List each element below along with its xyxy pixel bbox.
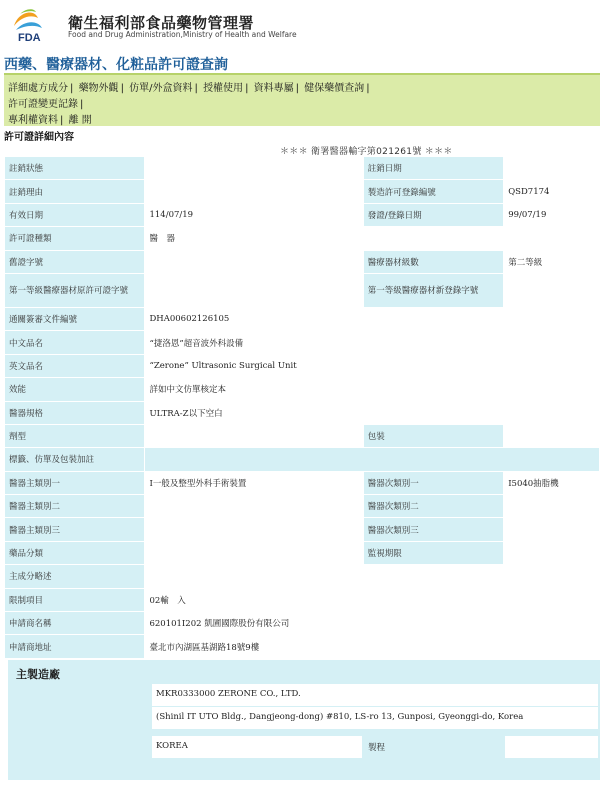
agency-name-zh: 衛生福利部食品藥物管理署 bbox=[68, 14, 255, 32]
field-label: 藥品分類 bbox=[5, 542, 144, 564]
field-label: 英文品名 bbox=[5, 355, 144, 377]
detail-row bbox=[5, 308, 599, 330]
agency-name-en: Food and Drug Administration,Ministry of Health and Welfare bbox=[68, 30, 297, 39]
field-label: 第一等級醫療器材原許可證字號 bbox=[5, 274, 144, 307]
manufacturer-country-row bbox=[8, 736, 600, 758]
detail-row bbox=[5, 589, 599, 611]
field-value bbox=[145, 448, 599, 470]
field-value bbox=[145, 495, 362, 517]
detail-row bbox=[5, 495, 599, 517]
manufacturer-country: KOREA bbox=[152, 736, 362, 758]
detail-row bbox=[5, 425, 599, 447]
detail-row bbox=[5, 378, 599, 400]
field-label: 主成分略述 bbox=[5, 565, 144, 587]
field-label: 中文品名 bbox=[5, 331, 144, 353]
field-label: 醫器次類別三 bbox=[364, 518, 503, 540]
field-value bbox=[145, 180, 362, 202]
field-label: 醫器次類別一 bbox=[364, 472, 503, 494]
detail-row bbox=[5, 565, 599, 587]
process-value bbox=[505, 736, 598, 758]
manufacturer-panel bbox=[8, 660, 600, 780]
detail-row bbox=[5, 204, 599, 226]
detail-row bbox=[5, 542, 599, 564]
field-label: 效能 bbox=[5, 378, 144, 400]
detail-row bbox=[5, 274, 599, 307]
field-value bbox=[145, 274, 362, 307]
field-value: QSD7174 bbox=[504, 180, 599, 202]
field-label: 標籤、仿單及包裝加註 bbox=[5, 448, 144, 470]
field-value bbox=[145, 157, 362, 179]
field-label: 製造許可登錄編號 bbox=[364, 180, 503, 202]
field-value: “捷洛恩”超音波外科設備 bbox=[145, 331, 599, 353]
field-value bbox=[504, 157, 599, 179]
field-value: 114/07/19 bbox=[145, 204, 362, 226]
field-label: 有效日期 bbox=[5, 204, 144, 226]
field-label: 監視期限 bbox=[364, 542, 503, 564]
field-label: 劑型 bbox=[5, 425, 144, 447]
detail-row bbox=[5, 157, 599, 179]
section-title: 許可證詳細內容 bbox=[4, 132, 74, 143]
nav-ingredients[interactable]: 詳細處方成分 bbox=[8, 83, 68, 94]
field-label: 醫器規格 bbox=[5, 402, 144, 424]
field-label: 醫器次類別二 bbox=[364, 495, 503, 517]
field-value bbox=[145, 425, 362, 447]
field-label: 通關簽審文件編號 bbox=[5, 308, 144, 330]
detail-row bbox=[5, 331, 599, 353]
detail-row bbox=[5, 612, 599, 634]
field-label: 醫器主類別一 bbox=[5, 472, 144, 494]
field-label: 申請商地址 bbox=[5, 635, 144, 657]
detail-row bbox=[5, 251, 599, 273]
fda-logo bbox=[8, 6, 66, 44]
field-value: 第二等級 bbox=[504, 251, 599, 273]
detail-row bbox=[5, 402, 599, 424]
detail-row bbox=[5, 355, 599, 377]
field-value: 詳如中文仿單核定本 bbox=[145, 378, 599, 400]
field-label: 註銷狀態 bbox=[5, 157, 144, 179]
field-value bbox=[145, 251, 362, 273]
field-label: 註銷理由 bbox=[5, 180, 144, 202]
field-label: 註銷日期 bbox=[364, 157, 503, 179]
process-label: 製程 bbox=[364, 736, 504, 758]
nav-appearance[interactable]: 藥物外觀 bbox=[78, 83, 119, 94]
field-value bbox=[504, 425, 599, 447]
detail-row bbox=[5, 518, 599, 540]
field-value bbox=[145, 565, 599, 587]
field-value: I一般及整型外科手術裝置 bbox=[145, 472, 362, 494]
field-label: 醫器主類別三 bbox=[5, 518, 144, 540]
field-value: “Zerone” Ultrasonic Surgical Unit bbox=[145, 355, 599, 377]
field-value bbox=[504, 518, 599, 540]
field-value bbox=[145, 518, 362, 540]
manufacturer-name: MKR0333000 ZERONE CO., LTD. bbox=[152, 684, 598, 706]
detail-row bbox=[5, 472, 599, 494]
field-label: 醫器主類別二 bbox=[5, 495, 144, 517]
nav-package-insert[interactable]: 仿單/外盒資料 bbox=[129, 83, 193, 94]
field-label: 發證/登錄日期 bbox=[364, 204, 503, 226]
license-number: ＊＊＊ 衛署醫器輸字第021261號 ＊＊＊ bbox=[280, 147, 453, 157]
field-label: 第一等級醫療器材新登錄字號 bbox=[364, 274, 503, 307]
field-value: 醫 器 bbox=[145, 227, 599, 249]
field-value: 臺北市內湖區基湖路18號9樓 bbox=[145, 635, 599, 657]
field-label: 舊證字號 bbox=[5, 251, 144, 273]
nav-nhi-price[interactable]: 健保藥價查詢 bbox=[304, 83, 365, 94]
field-value: 02輸 入 bbox=[145, 589, 599, 611]
nav-patent[interactable]: 專利權資料 bbox=[8, 115, 58, 126]
nav-exit[interactable]: 離 開 bbox=[68, 115, 92, 126]
field-value: 99/07/19 bbox=[504, 204, 599, 226]
field-value: DHA00602126105 bbox=[145, 308, 599, 330]
manufacturer-address-row bbox=[8, 707, 600, 729]
detail-row bbox=[5, 635, 599, 657]
detail-row bbox=[5, 227, 599, 249]
field-value bbox=[504, 495, 599, 517]
nav-bar: 詳細處方成分 | 藥物外觀 | 仿單/外盒資料 | 授權使用 | 資料專屬 | 健保藥價查詢 | 許可證變更記錄 | 專利權資料 | 離 開 bbox=[4, 73, 600, 126]
manufacturer-title: 主製造廠 bbox=[16, 668, 60, 681]
svg-text:FDA: FDA bbox=[18, 32, 41, 44]
nav-change-record[interactable]: 許可證變更記錄 bbox=[8, 99, 78, 110]
field-label: 申請商名稱 bbox=[5, 612, 144, 634]
license-details-table bbox=[4, 156, 600, 659]
field-value bbox=[504, 542, 599, 564]
field-label: 醫療器材級數 bbox=[364, 251, 503, 273]
manufacturer-name-row bbox=[8, 684, 600, 706]
field-value: I5040抽脂機 bbox=[504, 472, 599, 494]
field-label: 許可證種類 bbox=[5, 227, 144, 249]
field-value bbox=[145, 542, 362, 564]
detail-row bbox=[5, 448, 599, 470]
field-label: 包裝 bbox=[364, 425, 503, 447]
page-title: 西藥、醫療器材、化粧品許可證查詢 bbox=[4, 57, 228, 73]
nav-authorization[interactable]: 授權使用 bbox=[203, 83, 244, 94]
field-value: ULTRA-Z以下空白 bbox=[145, 402, 599, 424]
field-value: 620101I202 凱圃國際股份有限公司 bbox=[145, 612, 599, 634]
field-label: 限制項目 bbox=[5, 589, 144, 611]
nav-data-exclusivity[interactable]: 資料專屬 bbox=[253, 83, 294, 94]
site-header bbox=[0, 0, 600, 50]
manufacturer-address: (Shinil IT UTO Bldg., Dangjeong-dong) #810, LS-ro 13, Gunposi, Gyeonggi-do, Korea bbox=[152, 707, 598, 729]
field-value bbox=[504, 274, 599, 307]
detail-row bbox=[5, 180, 599, 202]
